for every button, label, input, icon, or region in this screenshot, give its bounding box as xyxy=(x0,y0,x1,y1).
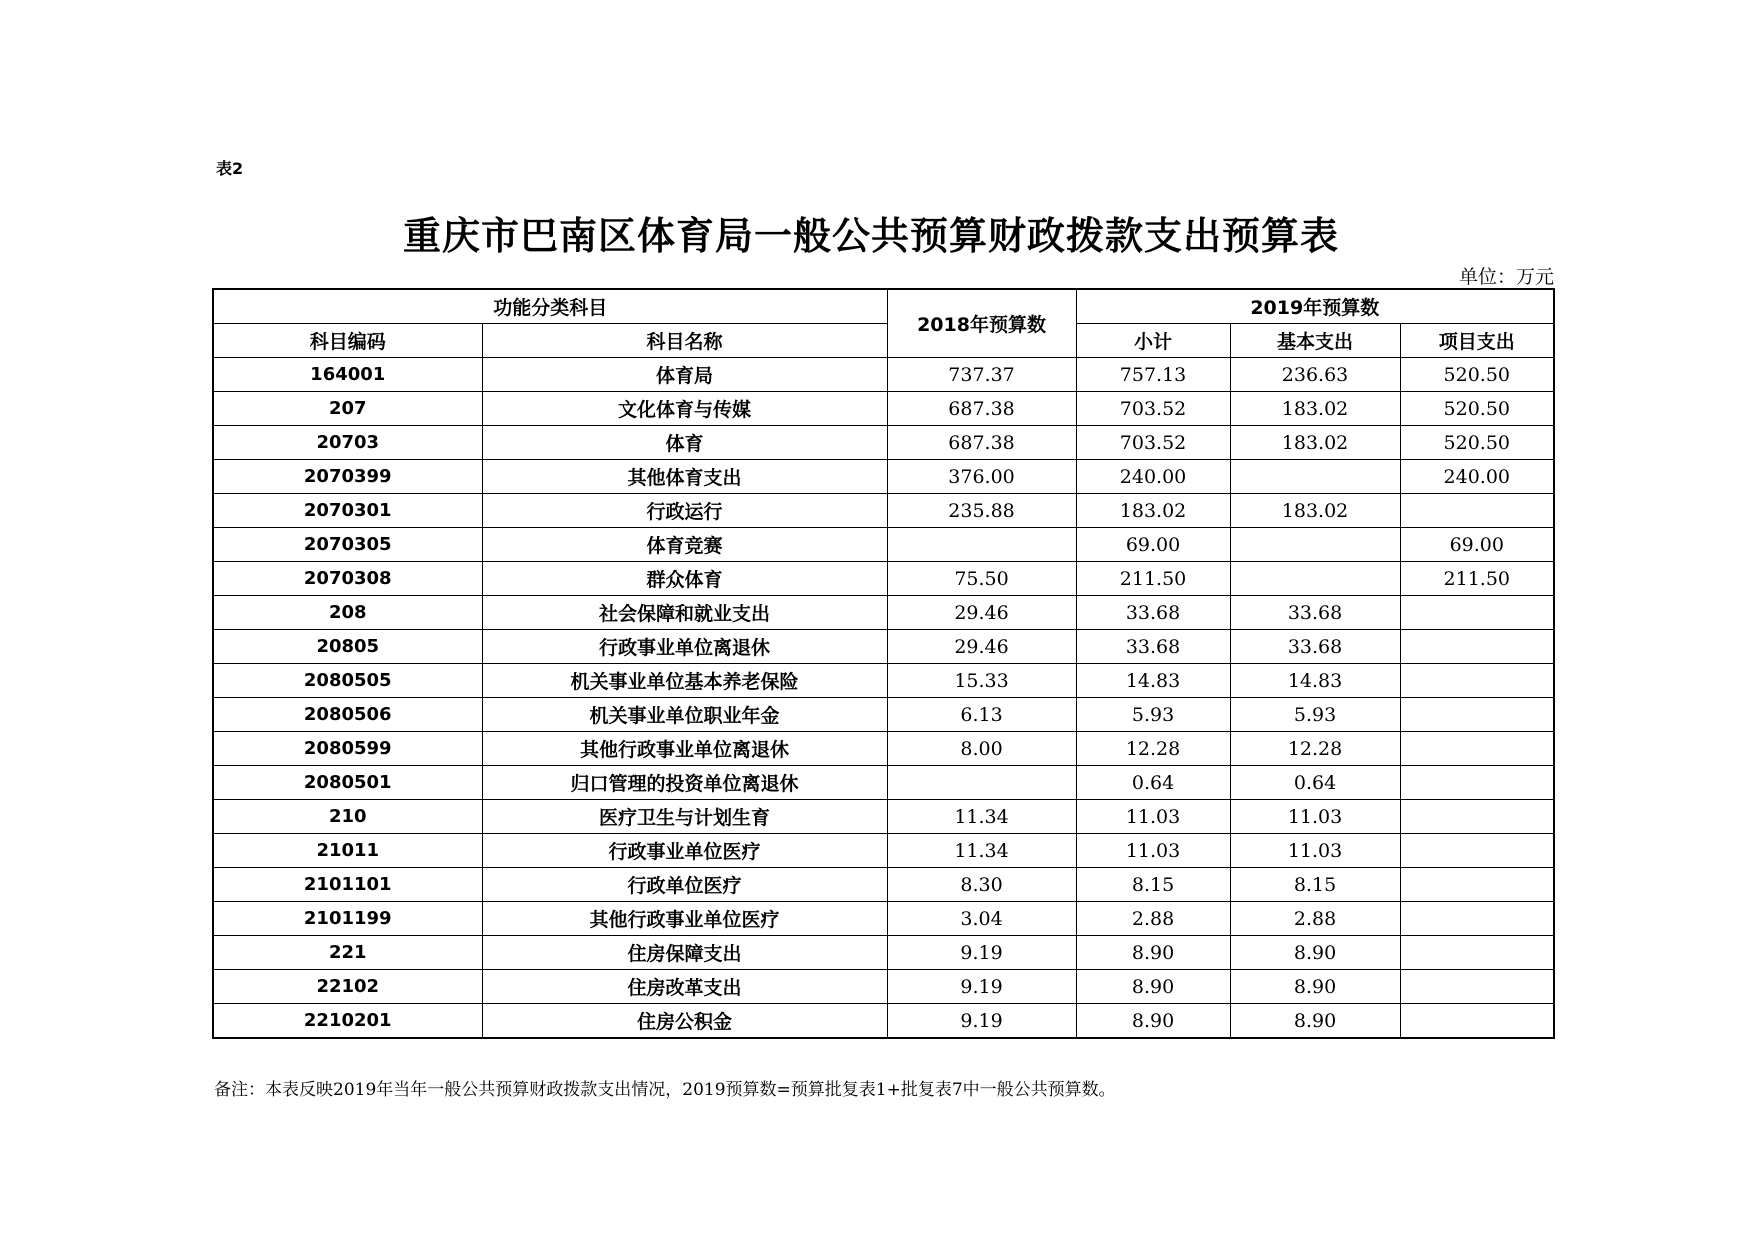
cell-basic xyxy=(1230,562,1400,596)
table-row xyxy=(213,358,1554,392)
cell-subtotal: 69.00 xyxy=(1076,528,1230,562)
cell-basic: 183.02 xyxy=(1230,494,1400,528)
cell-name: 行政事业单位医疗 xyxy=(482,834,887,868)
cell-project xyxy=(1400,936,1554,970)
cell-budget-2018 xyxy=(887,766,1076,800)
cell-budget-2018: 8.00 xyxy=(887,732,1076,766)
table-row xyxy=(213,698,1554,732)
header-basic: 基本支出 xyxy=(1230,324,1400,358)
footnote: 备注：本表反映2019年当年一般公共预算财政拨款支出情况，2019预算数=预算批复表1+批复表7中一般公共预算数。 xyxy=(214,1080,1116,1100)
cell-budget-2018: 15.33 xyxy=(887,664,1076,698)
cell-budget-2018 xyxy=(887,528,1076,562)
table-row xyxy=(213,664,1554,698)
table-row xyxy=(213,766,1554,800)
table-row xyxy=(213,630,1554,664)
cell-subtotal: 8.90 xyxy=(1076,1004,1230,1039)
cell-code: 2070301 xyxy=(213,494,482,528)
cell-name: 住房公积金 xyxy=(482,1004,887,1039)
table-row xyxy=(213,460,1554,494)
cell-name: 其他行政事业单位离退休 xyxy=(482,732,887,766)
cell-budget-2018: 376.00 xyxy=(887,460,1076,494)
cell-project: 240.00 xyxy=(1400,460,1554,494)
cell-budget-2018: 9.19 xyxy=(887,1004,1076,1039)
cell-basic: 33.68 xyxy=(1230,596,1400,630)
header-row-sub xyxy=(213,324,1554,358)
table-row xyxy=(213,596,1554,630)
table-row xyxy=(213,970,1554,1004)
cell-name: 体育局 xyxy=(482,358,887,392)
cell-name: 其他体育支出 xyxy=(482,460,887,494)
cell-code: 221 xyxy=(213,936,482,970)
cell-project xyxy=(1400,596,1554,630)
cell-code: 210 xyxy=(213,800,482,834)
table-row xyxy=(213,868,1554,902)
cell-name: 住房改革支出 xyxy=(482,970,887,1004)
cell-code: 2070399 xyxy=(213,460,482,494)
cell-subtotal: 5.93 xyxy=(1076,698,1230,732)
cell-budget-2018: 11.34 xyxy=(887,834,1076,868)
cell-basic: 14.83 xyxy=(1230,664,1400,698)
cell-project xyxy=(1400,868,1554,902)
cell-name: 医疗卫生与计划生育 xyxy=(482,800,887,834)
cell-project xyxy=(1400,800,1554,834)
cell-basic: 8.90 xyxy=(1230,1004,1400,1039)
cell-name: 住房保障支出 xyxy=(482,936,887,970)
cell-name: 归口管理的投资单位离退休 xyxy=(482,766,887,800)
cell-code: 2101101 xyxy=(213,868,482,902)
cell-basic: 11.03 xyxy=(1230,834,1400,868)
cell-name: 机关事业单位基本养老保险 xyxy=(482,664,887,698)
table-row xyxy=(213,902,1554,936)
table-row xyxy=(213,1004,1554,1039)
cell-budget-2018: 235.88 xyxy=(887,494,1076,528)
cell-name: 行政运行 xyxy=(482,494,887,528)
header-subtotal: 小计 xyxy=(1076,324,1230,358)
cell-name: 行政事业单位离退休 xyxy=(482,630,887,664)
cell-code: 2080501 xyxy=(213,766,482,800)
cell-code: 20805 xyxy=(213,630,482,664)
cell-name: 机关事业单位职业年金 xyxy=(482,698,887,732)
cell-budget-2018: 8.30 xyxy=(887,868,1076,902)
cell-code: 2070308 xyxy=(213,562,482,596)
cell-subtotal: 14.83 xyxy=(1076,664,1230,698)
cell-project xyxy=(1400,630,1554,664)
header-budget-2019: 2019年预算数 xyxy=(1076,289,1554,324)
cell-subtotal: 11.03 xyxy=(1076,800,1230,834)
cell-basic: 12.28 xyxy=(1230,732,1400,766)
cell-project xyxy=(1400,494,1554,528)
cell-project xyxy=(1400,732,1554,766)
cell-project xyxy=(1400,766,1554,800)
cell-budget-2018: 3.04 xyxy=(887,902,1076,936)
cell-budget-2018: 9.19 xyxy=(887,936,1076,970)
header-name: 科目名称 xyxy=(482,324,887,358)
cell-code: 2080506 xyxy=(213,698,482,732)
header-functional-class: 功能分类科目 xyxy=(213,289,887,324)
cell-basic xyxy=(1230,460,1400,494)
table-header xyxy=(213,289,1554,358)
cell-project xyxy=(1400,1004,1554,1039)
table-row xyxy=(213,936,1554,970)
page-title: 重庆市巴南区体育局一般公共预算财政拨款支出预算表 xyxy=(402,214,1339,258)
cell-code: 21011 xyxy=(213,834,482,868)
cell-name: 其他行政事业单位医疗 xyxy=(482,902,887,936)
cell-name: 体育竞赛 xyxy=(482,528,887,562)
cell-code: 2070305 xyxy=(213,528,482,562)
cell-code: 2080505 xyxy=(213,664,482,698)
table-row xyxy=(213,800,1554,834)
cell-project: 520.50 xyxy=(1400,392,1554,426)
cell-subtotal: 240.00 xyxy=(1076,460,1230,494)
cell-subtotal: 211.50 xyxy=(1076,562,1230,596)
cell-subtotal: 33.68 xyxy=(1076,596,1230,630)
cell-project: 211.50 xyxy=(1400,562,1554,596)
cell-project xyxy=(1400,698,1554,732)
header-row-top xyxy=(213,289,1554,324)
cell-budget-2018: 11.34 xyxy=(887,800,1076,834)
cell-name: 文化体育与传媒 xyxy=(482,392,887,426)
header-project: 项目支出 xyxy=(1400,324,1554,358)
cell-project: 520.50 xyxy=(1400,426,1554,460)
cell-code: 208 xyxy=(213,596,482,630)
cell-name: 群众体育 xyxy=(482,562,887,596)
header-code: 科目编码 xyxy=(213,324,482,358)
table-number-label: 表2 xyxy=(216,159,244,178)
unit-label: 单位：万元 xyxy=(1458,266,1554,288)
cell-basic: 33.68 xyxy=(1230,630,1400,664)
cell-project: 520.50 xyxy=(1400,358,1554,392)
cell-basic: 8.15 xyxy=(1230,868,1400,902)
cell-budget-2018: 6.13 xyxy=(887,698,1076,732)
cell-basic: 11.03 xyxy=(1230,800,1400,834)
cell-budget-2018: 29.46 xyxy=(887,630,1076,664)
cell-subtotal: 2.88 xyxy=(1076,902,1230,936)
cell-basic: 236.63 xyxy=(1230,358,1400,392)
cell-subtotal: 11.03 xyxy=(1076,834,1230,868)
cell-basic xyxy=(1230,528,1400,562)
cell-budget-2018: 75.50 xyxy=(887,562,1076,596)
cell-project xyxy=(1400,834,1554,868)
table-row xyxy=(213,732,1554,766)
cell-project: 69.00 xyxy=(1400,528,1554,562)
cell-name: 行政单位医疗 xyxy=(482,868,887,902)
cell-subtotal: 183.02 xyxy=(1076,494,1230,528)
cell-project xyxy=(1400,902,1554,936)
cell-subtotal: 8.90 xyxy=(1076,970,1230,1004)
cell-basic: 183.02 xyxy=(1230,426,1400,460)
cell-subtotal: 0.64 xyxy=(1076,766,1230,800)
cell-basic: 5.93 xyxy=(1230,698,1400,732)
cell-code: 22102 xyxy=(213,970,482,1004)
cell-budget-2018: 29.46 xyxy=(887,596,1076,630)
cell-project xyxy=(1400,970,1554,1004)
cell-code: 207 xyxy=(213,392,482,426)
cell-name: 体育 xyxy=(482,426,887,460)
cell-subtotal: 703.52 xyxy=(1076,392,1230,426)
cell-subtotal: 703.52 xyxy=(1076,426,1230,460)
header-budget-2018: 2018年预算数 xyxy=(887,289,1076,358)
cell-subtotal: 12.28 xyxy=(1076,732,1230,766)
cell-budget-2018: 687.38 xyxy=(887,392,1076,426)
table-row xyxy=(213,834,1554,868)
cell-subtotal: 8.15 xyxy=(1076,868,1230,902)
table-row xyxy=(213,392,1554,426)
table-body xyxy=(213,358,1554,1039)
cell-basic: 2.88 xyxy=(1230,902,1400,936)
cell-subtotal: 757.13 xyxy=(1076,358,1230,392)
cell-subtotal: 33.68 xyxy=(1076,630,1230,664)
table-row xyxy=(213,494,1554,528)
cell-budget-2018: 737.37 xyxy=(887,358,1076,392)
table-row xyxy=(213,426,1554,460)
cell-budget-2018: 687.38 xyxy=(887,426,1076,460)
cell-project xyxy=(1400,664,1554,698)
cell-code: 2080599 xyxy=(213,732,482,766)
table-row xyxy=(213,562,1554,596)
cell-subtotal: 8.90 xyxy=(1076,936,1230,970)
cell-code: 20703 xyxy=(213,426,482,460)
cell-name: 社会保障和就业支出 xyxy=(482,596,887,630)
cell-code: 2210201 xyxy=(213,1004,482,1039)
cell-basic: 8.90 xyxy=(1230,936,1400,970)
cell-code: 2101199 xyxy=(213,902,482,936)
budget-table xyxy=(212,288,1555,1039)
cell-basic: 8.90 xyxy=(1230,970,1400,1004)
cell-budget-2018: 9.19 xyxy=(887,970,1076,1004)
cell-code: 164001 xyxy=(213,358,482,392)
cell-basic: 183.02 xyxy=(1230,392,1400,426)
cell-basic: 0.64 xyxy=(1230,766,1400,800)
table-row xyxy=(213,528,1554,562)
